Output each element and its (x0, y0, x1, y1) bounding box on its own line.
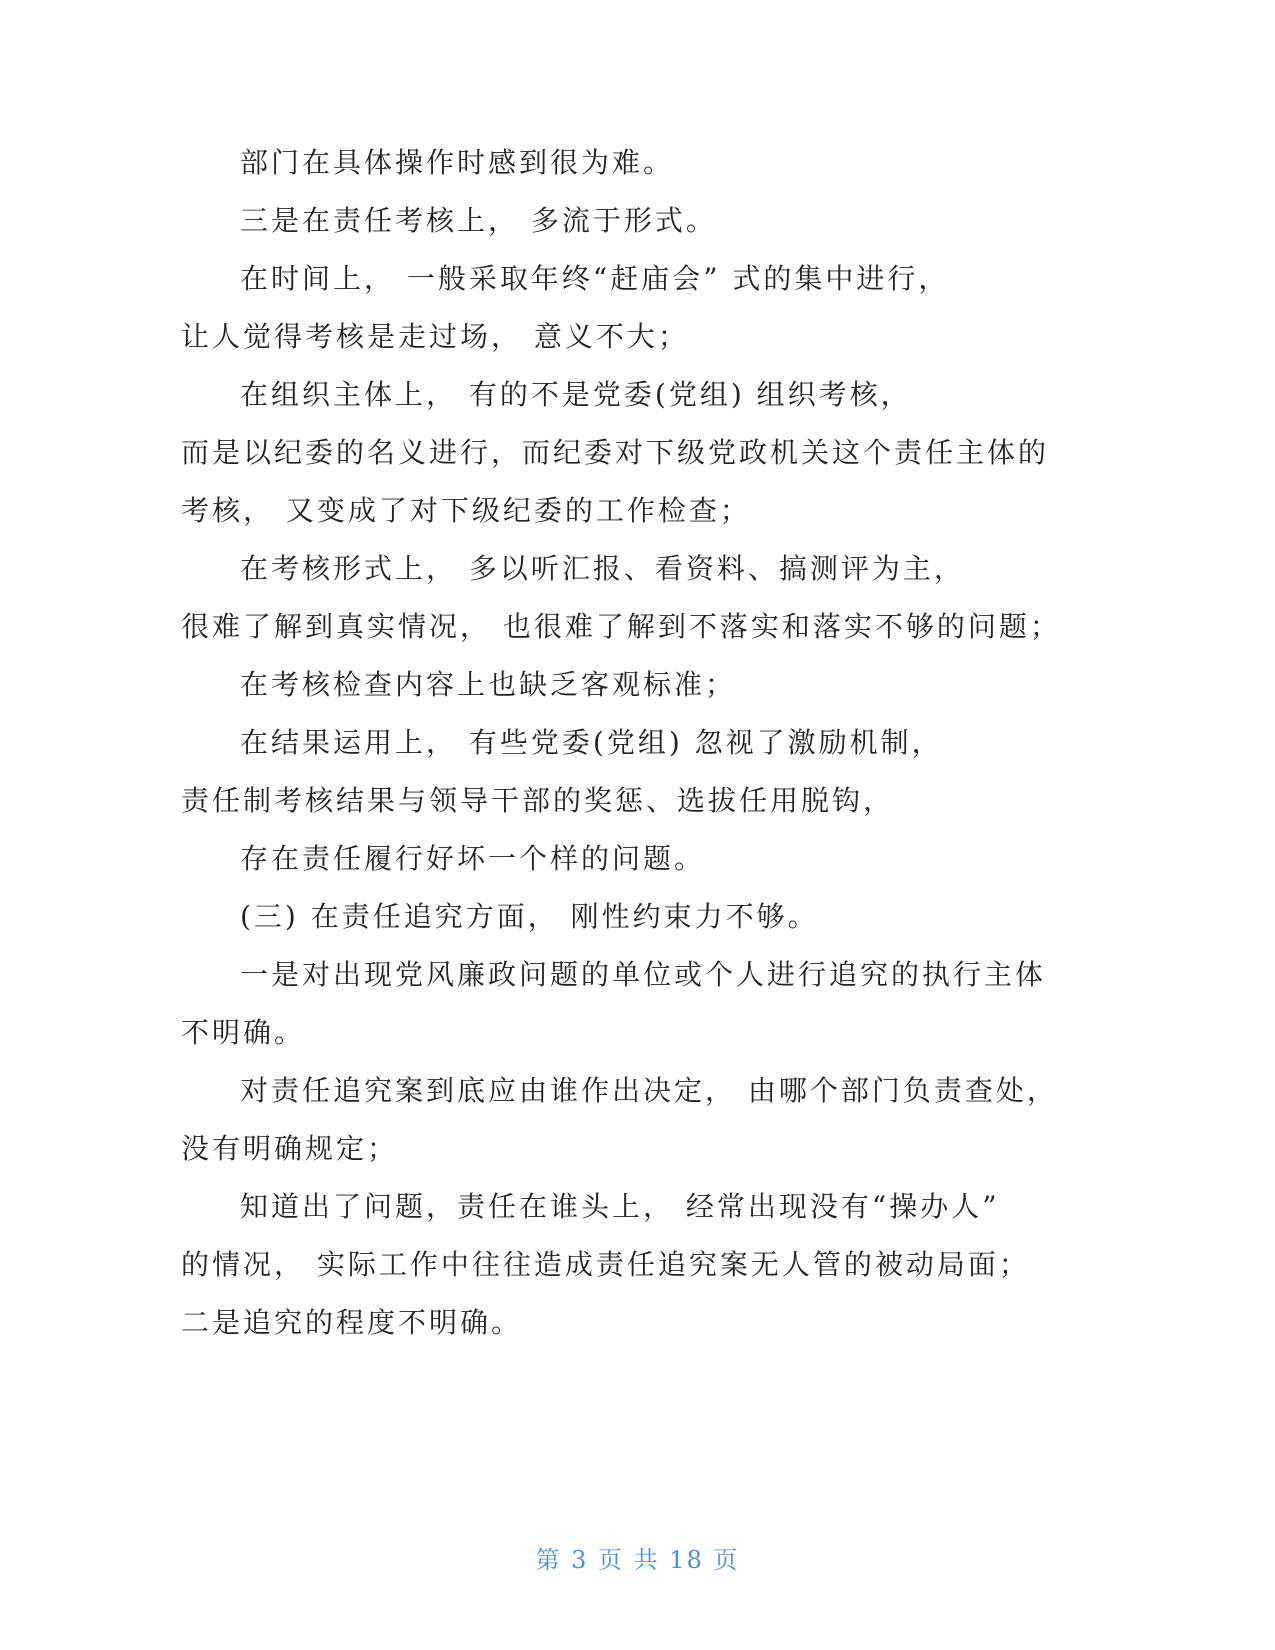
paragraph-line: 很难了解到真实情况， 也很难了解到不落实和落实不够的问题； (181, 610, 1061, 643)
paragraph-line: 在组织主体上， 有的不是党委(党组) 组织考核， (240, 378, 912, 411)
paragraph-line: 对责任追究案到底应由谁作出决定， 由哪个部门负责查处， (240, 1074, 1058, 1107)
paragraph-line: 三是在责任考核上， 多流于形式。 (240, 204, 717, 237)
paragraph-line: 责任制考核结果与领导干部的奖惩、选拔任用脱钩， (181, 784, 895, 817)
paragraph-line: 考核， 又变成了对下级纪委的工作检查； (181, 494, 751, 527)
section-heading: (三) 在责任追究方面， 刚性约束力不够。 (240, 900, 819, 933)
page-number-footer: 第 3 页 共 18 页 (535, 1546, 740, 1574)
paragraph-line: 在考核形式上， 多以听汇报、看资料、搞测评为主， (240, 552, 965, 585)
paragraph-line: 而是以纪委的名义进行，而纪委对下级党政机关这个责任主体的 (181, 436, 1050, 469)
paragraph-line: 存在责任履行好坏一个样的问题。 (240, 842, 706, 875)
paragraph-line: 没有明确规定； (181, 1132, 399, 1165)
paragraph-line: 知道出了问题，责任在谁头上， 经常出现没有“操办人” (240, 1190, 1000, 1223)
paragraph-line: 在结果运用上， 有些党委(党组) 忽视了激励机制， (240, 726, 943, 759)
paragraph-line: 二是追究的程度不明确。 (181, 1306, 523, 1339)
paragraph-line: 部门在具体操作时感到很为难。 (240, 146, 675, 179)
paragraph-line: 在时间上， 一般采取年终“赶庙会” 式的集中进行， (240, 262, 950, 295)
paragraph-line: 在考核检查内容上也缺乏客观标准； (240, 668, 737, 701)
paragraph-line: 一是对出现党风廉政问题的单位或个人进行追究的执行主体 (240, 958, 1047, 991)
paragraph-line: 不明确。 (181, 1016, 306, 1049)
paragraph-line: 的情况， 实际工作中往往造成责任追究案无人管的被动局面； (181, 1248, 1030, 1281)
paragraph-line: 让人觉得考核是走过场， 意义不大； (181, 320, 689, 353)
